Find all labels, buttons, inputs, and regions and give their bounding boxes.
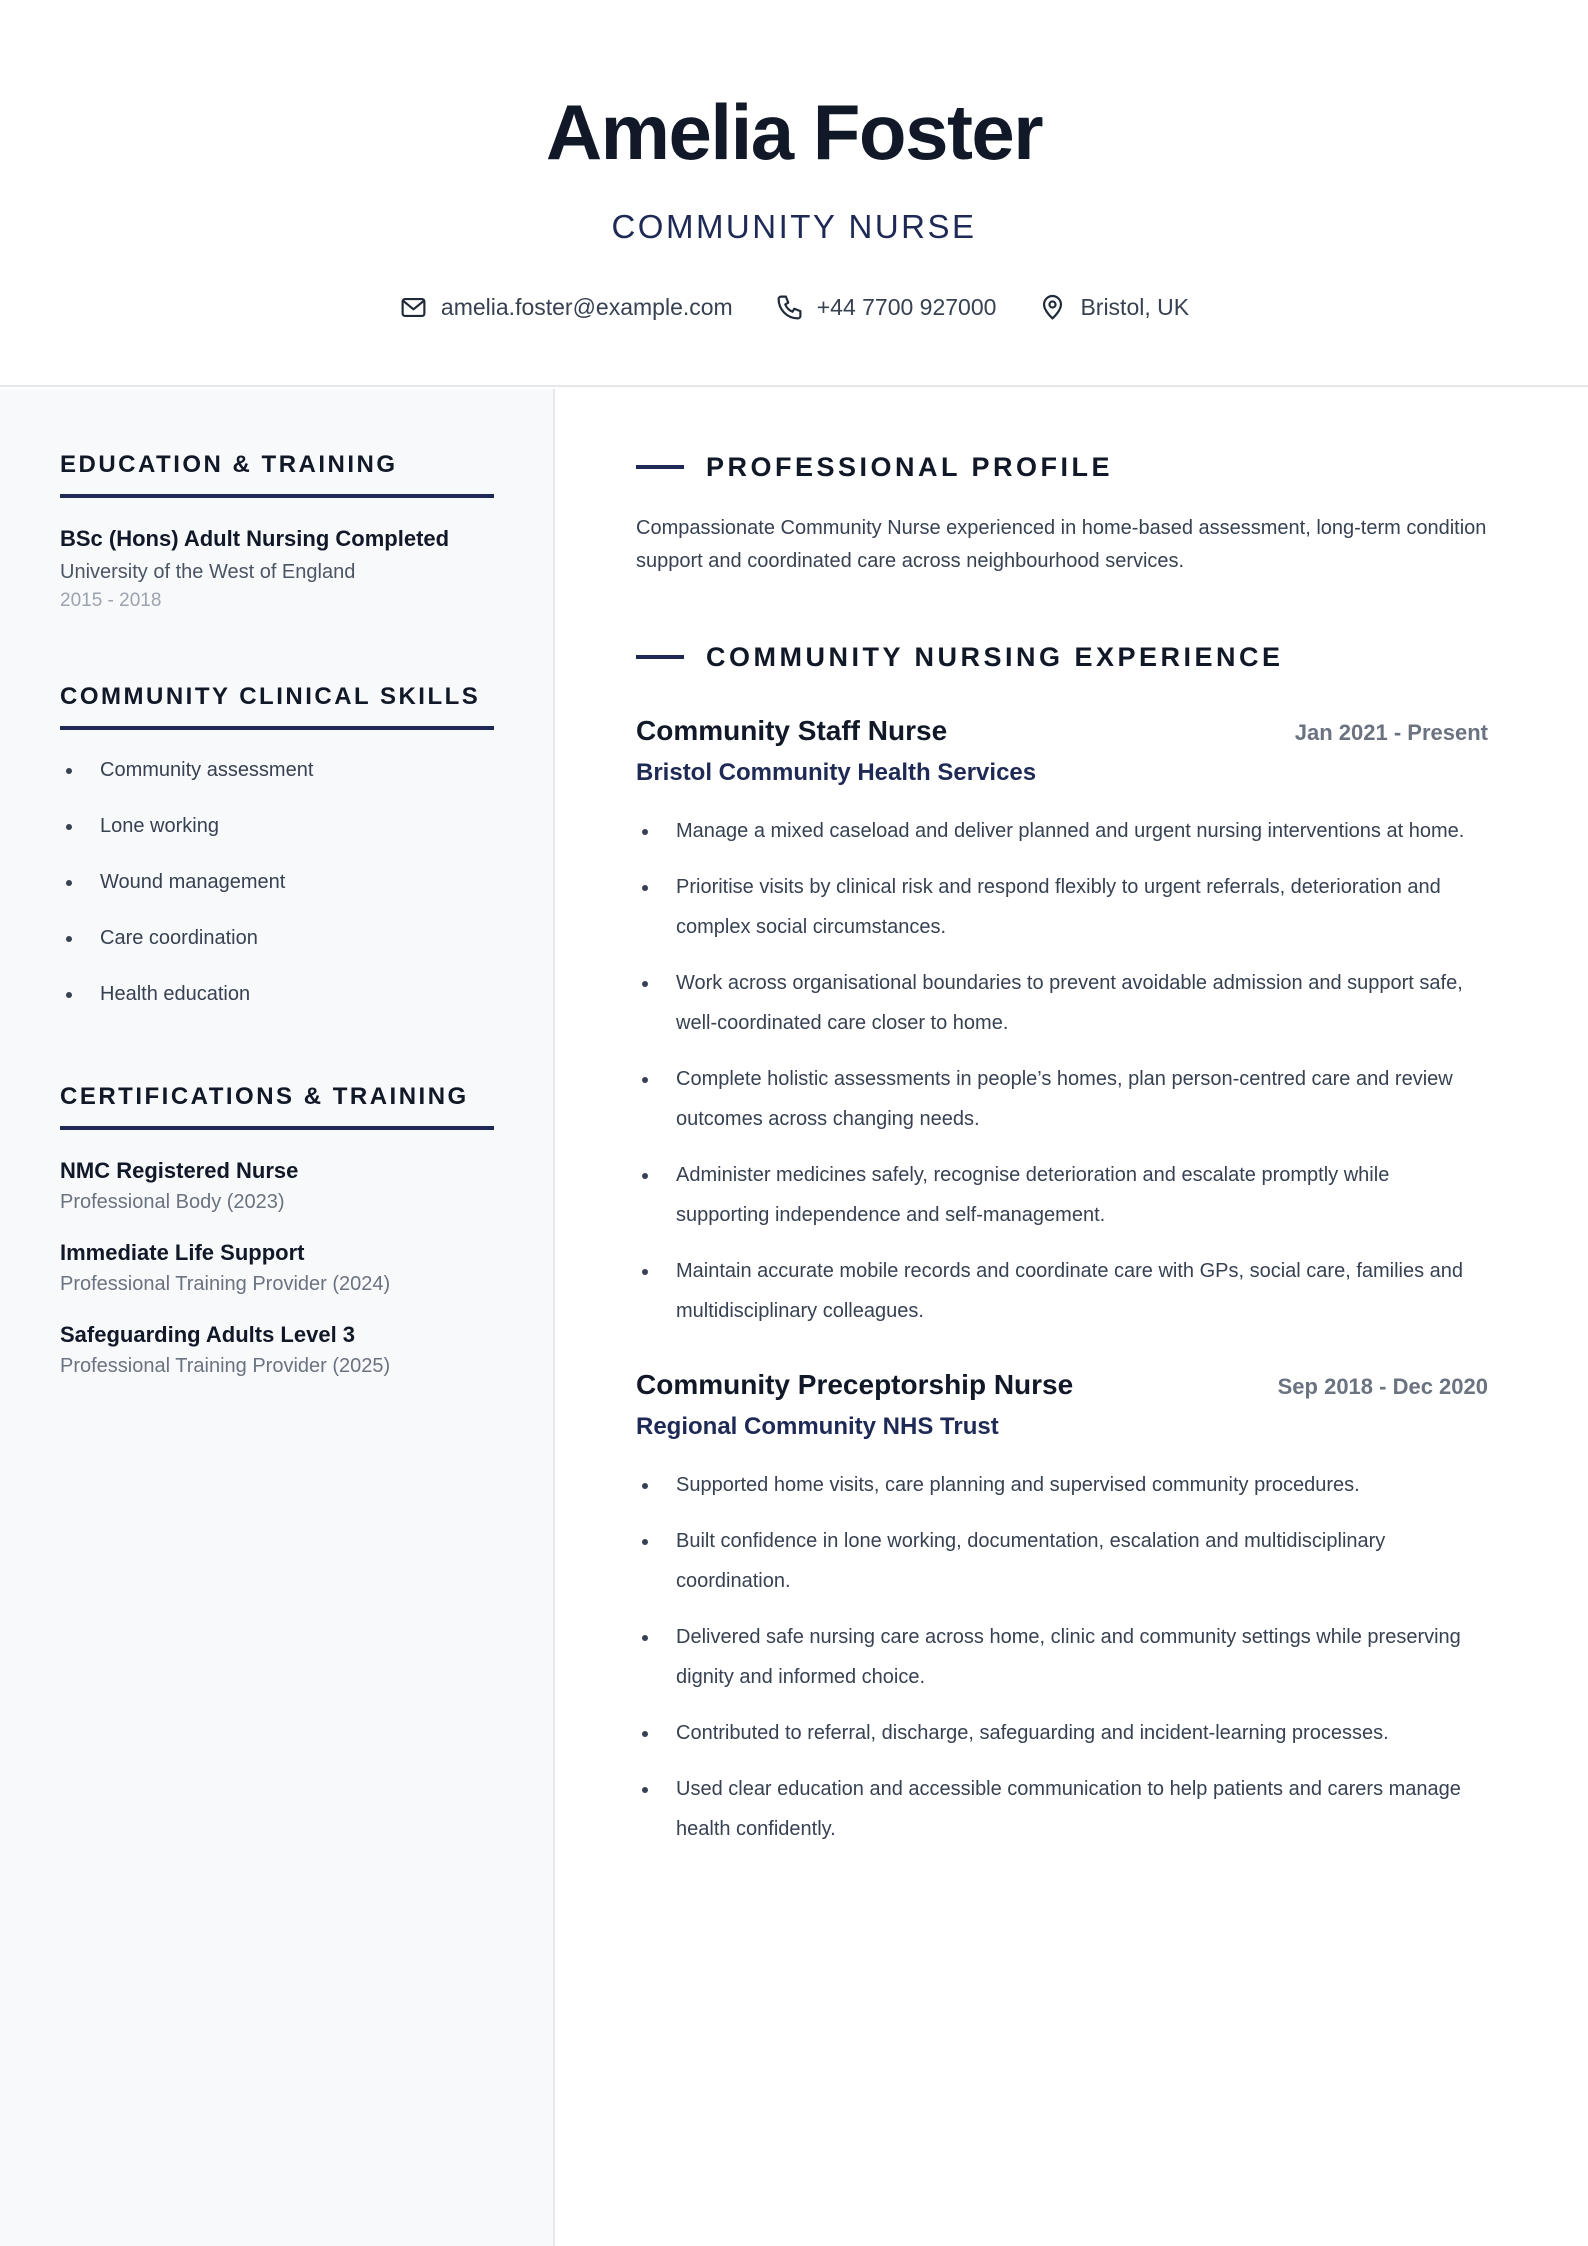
certification-item — [60, 1320, 494, 1380]
phone-icon — [775, 293, 804, 322]
certification-org: Professional Training Provider (2024) — [60, 1273, 391, 1295]
job-bullet: Built confidence in lone working, documentation, escalation and multidisciplinary coordination. — [636, 1521, 1488, 1601]
main-content — [557, 389, 1588, 2246]
job-title: COMMUNITY NURSE — [611, 208, 977, 245]
location-text: Bristol, UK — [1080, 294, 1190, 320]
certification-item — [60, 1156, 494, 1216]
job-bullet: Work across organisational boundaries to prevent avoidable admission and support safe, well-coordinated care closer to home. — [636, 963, 1488, 1043]
job-bullet: Delivered safe nursing care across home, clinic and community settings while preserving dignity and informed choice. — [636, 1617, 1488, 1697]
job-position: Community Preceptorship Nurse — [636, 1369, 1074, 1400]
certification-item — [60, 1238, 494, 1298]
skills-section — [60, 682, 494, 1036]
certifications-heading: CERTIFICATIONS & TRAINING — [60, 1082, 494, 1130]
skill-item: Lone working — [60, 812, 494, 840]
profile-section — [636, 450, 1488, 578]
location-pin-icon — [1038, 293, 1067, 322]
job-bullet: Used clear education and accessible communication to help patients and carers manage health confidently. — [636, 1769, 1488, 1849]
job-dates: Sep 2018 - Dec 2020 — [1277, 1374, 1488, 1399]
certification-name: Immediate Life Support — [60, 1240, 305, 1265]
sidebar — [0, 389, 555, 2246]
education-heading: EDUCATION & TRAINING — [60, 450, 494, 498]
certifications-section — [60, 1082, 494, 1380]
job-position: Community Staff Nurse — [636, 715, 948, 746]
certification-org: Professional Training Provider (2025) — [60, 1355, 391, 1377]
education-degree: BSc (Hons) Adult Nursing Completed — [60, 526, 450, 551]
heading-accent-bar — [636, 465, 684, 469]
candidate-name: Amelia Foster — [545, 88, 1043, 176]
skill-item: Wound management — [60, 868, 494, 896]
job-bullets — [636, 811, 1488, 1331]
phone-text: +44 7700 927000 — [816, 294, 997, 320]
job-organization: Regional Community NHS Trust — [636, 1413, 999, 1440]
heading-accent-bar — [636, 655, 684, 659]
skills-list — [60, 756, 494, 1008]
education-section — [60, 450, 494, 614]
job-bullets — [636, 1465, 1488, 1849]
job-bullet: Supported home visits, care planning and supervised community procedures. — [636, 1465, 1488, 1505]
contact-location — [1038, 290, 1189, 324]
skill-item: Community assessment — [60, 756, 494, 784]
skill-item: Health education — [60, 980, 494, 1008]
job-bullet: Complete holistic assessments in people’s homes, plan person-centred care and review outcomes across changing needs. — [636, 1059, 1488, 1139]
certification-name: NMC Registered Nurse — [60, 1158, 299, 1183]
experience-heading: COMMUNITY NURSING EXPERIENCE — [706, 642, 1284, 672]
job-bullet: Administer medicines safely, recognise deterioration and escalate promptly while supporting independence and self-management. — [636, 1155, 1488, 1235]
job-dates: Jan 2021 - Present — [1294, 720, 1488, 745]
job-bullet: Contributed to referral, discharge, safeguarding and incident-learning processes. — [636, 1713, 1488, 1753]
email-text: amelia.foster@example.com — [440, 294, 733, 320]
job-bullet: Maintain accurate mobile records and coordinate care with GPs, social care, families and multidisciplinary colleagues. — [636, 1251, 1488, 1331]
profile-heading: PROFESSIONAL PROFILE — [706, 452, 1114, 482]
job-entry — [636, 713, 1488, 1331]
job-organization: Bristol Community Health Services — [636, 759, 1037, 786]
certification-name: Safeguarding Adults Level 3 — [60, 1322, 356, 1347]
job-header — [636, 713, 1488, 749]
education-years: 2015 - 2018 — [60, 590, 162, 611]
contact-phone[interactable] — [775, 290, 997, 324]
profile-heading-row — [636, 450, 1488, 484]
contact-email[interactable] — [399, 290, 733, 324]
skills-heading: COMMUNITY CLINICAL SKILLS — [60, 682, 494, 730]
education-school: University of the West of England — [60, 561, 356, 583]
experience-heading-row — [636, 640, 1488, 674]
resume-header — [0, 0, 1588, 387]
job-entry — [636, 1367, 1488, 1849]
experience-section — [636, 640, 1488, 1865]
job-header — [636, 1367, 1488, 1403]
mail-icon — [399, 293, 428, 322]
profile-text: Compassionate Community Nurse experienced in home-based assessment, long-term condition support and coordinated care across neighbourhood services. — [636, 517, 1487, 572]
job-bullet: Prioritise visits by clinical risk and respond flexibly to urgent referrals, deterioration and complex social circumstances. — [636, 867, 1488, 947]
certification-org: Professional Body (2023) — [60, 1191, 285, 1213]
skill-item: Care coordination — [60, 924, 494, 952]
job-bullet: Manage a mixed caseload and deliver planned and urgent nursing interventions at home. — [636, 811, 1488, 851]
contact-info — [0, 290, 1588, 324]
